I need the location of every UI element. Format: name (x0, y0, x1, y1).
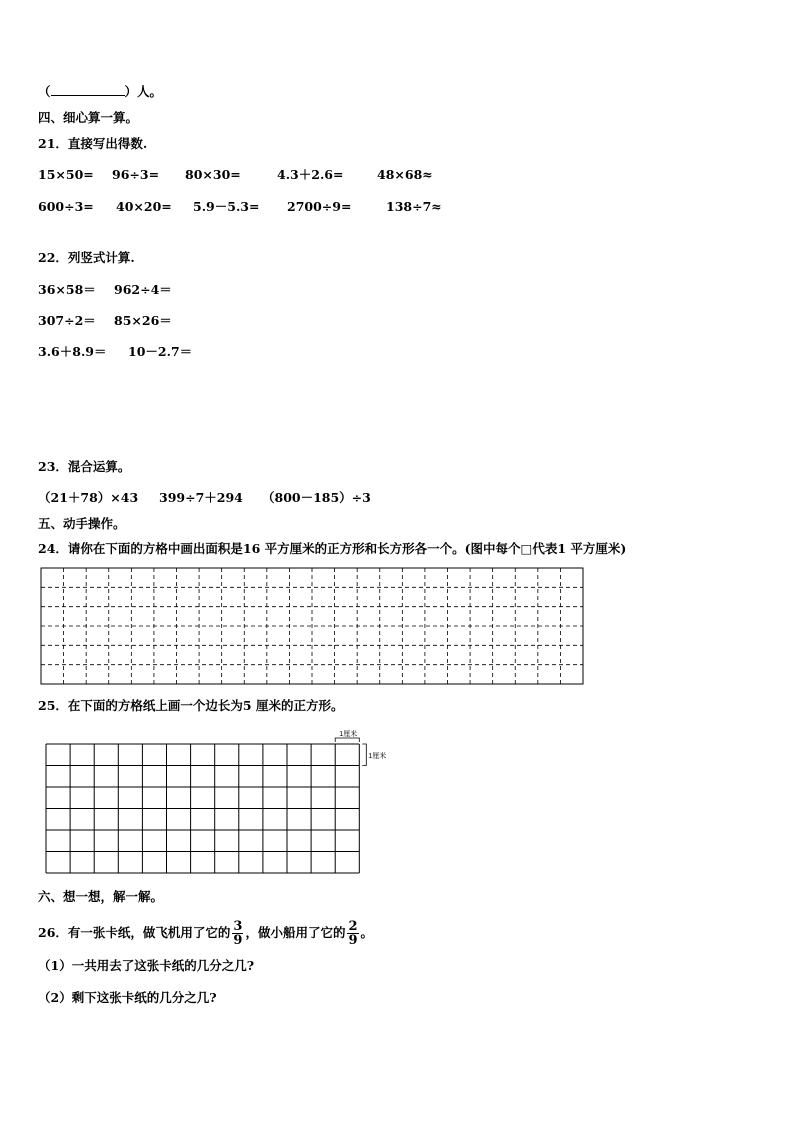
q21-item: 48×68≈ (377, 167, 433, 182)
fraction-2-9 (347, 920, 358, 947)
q26-prefix: 26．有一张卡纸，做飞机用了它的 (38, 925, 231, 940)
q24-title: 24．请你在下面的方格中画出面积是16 平方厘米的正方形和长方形各一个。(图中每个□代表1 平方厘米) (38, 541, 627, 556)
q21-item: 2700÷9= (287, 199, 352, 214)
fraction-numerator: 2 (348, 919, 358, 934)
width-label: 1厘米 (339, 731, 358, 738)
close-text: ）人。 (124, 84, 163, 99)
section-4-heading: 四、细心算一算。 (38, 110, 139, 125)
q21-item: 4.3＋2.6= (277, 167, 344, 182)
q25-title: 25．在下面的方格纸上画一个边长为5 厘米的正方形。 (38, 698, 344, 713)
dashed-grid-svg[interactable] (40, 567, 584, 685)
dashed-grid[interactable] (40, 567, 584, 685)
width-brace (335, 738, 359, 742)
q21-item: 40×20= (116, 199, 172, 214)
q21-title: 21．直接写出得数. (38, 136, 148, 151)
open-paren: （ (38, 84, 51, 99)
q23-title: 23．混合运算。 (38, 459, 131, 474)
q26-suffix: 。 (360, 925, 374, 940)
section-6-heading: 六、想一想，解一解。 (38, 889, 164, 904)
q21-item: 600÷3= (38, 199, 94, 214)
q22-item: 10－2.7＝ (128, 344, 193, 359)
q22-item: 85×26＝ (114, 313, 172, 328)
square-grid-svg[interactable] (44, 728, 394, 876)
section-5-heading: 五、动手操作。 (38, 516, 126, 531)
q22-item: 962÷4＝ (114, 282, 172, 297)
q21-item: 96÷3= (112, 167, 160, 182)
q22-item: 3.6＋8.9＝ (38, 344, 107, 359)
answer-blank-line (38, 84, 162, 100)
q21-item: 138÷7≈ (386, 199, 442, 214)
fraction-3-9 (232, 920, 243, 947)
q23-item: （800－185）÷3 (262, 490, 371, 505)
q21-item: 15×50= (38, 167, 94, 182)
q26-sub2: （2）剩下这张卡纸的几分之几? (38, 990, 217, 1005)
height-label: 1厘米 (368, 752, 387, 760)
fraction-numerator: 3 (233, 919, 243, 934)
q22-item: 36×58＝ (38, 282, 96, 297)
q23-item: 399÷7＋294 (159, 490, 243, 505)
q22-item: 307÷2＝ (38, 313, 96, 328)
q23-item: （21＋78）×43 (38, 490, 139, 505)
answer-blank[interactable] (51, 84, 125, 96)
q21-item: 80×30= (185, 167, 241, 182)
square-grid[interactable] (44, 728, 394, 876)
fraction-denominator: 9 (348, 933, 358, 948)
q21-item: 5.9－5.3= (193, 199, 260, 214)
height-brace (362, 744, 366, 766)
fraction-denominator: 9 (233, 933, 243, 948)
q26-sub1: （1）一共用去了这张卡纸的几分之几? (38, 958, 255, 973)
q26-question (38, 920, 373, 947)
q22-title: 22．列竖式计算. (38, 250, 135, 265)
q26-middle: ，做小船用了它的 (245, 925, 346, 940)
